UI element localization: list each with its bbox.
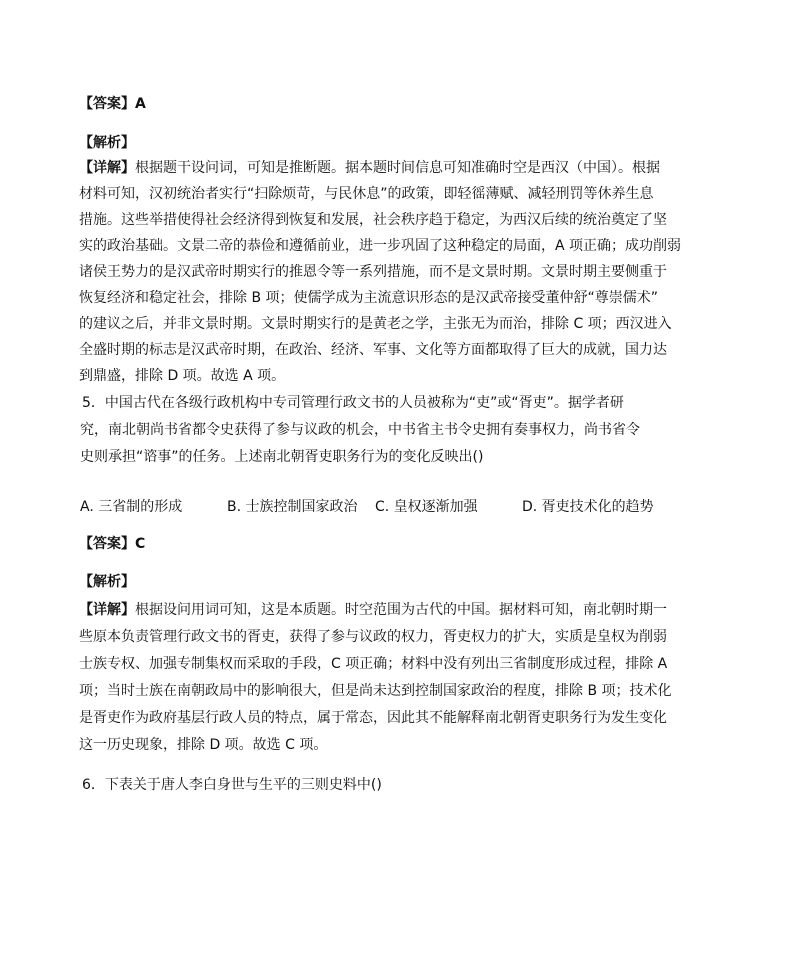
q4-detail-line-4: 实的政治基础。文景二帝的恭俭和遵循前业，进一步巩固了这种稳定的局面，A 项正确；成功削弱 — [79, 238, 682, 254]
q4-detail-line-6: 恢复经济和稳定社会，排除 B 项；使儒学成为主流意识形态的是汉武帝接受董仲舒“尊崇儒术” — [79, 290, 659, 306]
q4-detail-line-3: 措施。这些举措使得社会经济得到恢复和发展，社会秩序趋于稳定，为西汉后续的统治奠定了坚 — [79, 212, 667, 228]
q4-detail-line-1 — [79, 158, 660, 178]
q5-analysis-heading: 【解析】 — [79, 574, 135, 590]
answer-tag: 【答案】 — [79, 536, 135, 552]
q5-detail-line-2: 些原本负责管理行政文书的胥吏，获得了参与议政的权力，胥吏权力的扩大，实质是皇权为削弱 — [79, 629, 667, 645]
q5-stem-line-3: 史则承担“谘事”的任务。上述南北朝胥吏职务行为的变化反映出() — [80, 449, 484, 465]
q5-detail-line-3: 士族专权、加强专制集权而采取的手段，C 项正确；材料中没有列出三省制度形成过程，排除 A — [79, 656, 668, 672]
q6-stem: 6．下表关于唐人李白身世与生平的三则史料中() — [82, 777, 382, 793]
q5-answer — [79, 534, 145, 554]
q5-option-c: C. 皇权逐渐加强 — [375, 499, 478, 515]
detail-text: 根据设问用词可知，这是本质题。时空范围为古代的中国。据材料可知，南北朝时期一 — [135, 602, 667, 618]
q4-analysis-heading: 【解析】 — [79, 135, 135, 151]
q4-detail-line-9: 到鼎盛，排除 D 项。故选 A 项。 — [79, 368, 286, 384]
detail-tag: 【详解】 — [79, 160, 135, 176]
detail-tag: 【详解】 — [79, 602, 135, 618]
answer-tag: 【答案】 — [79, 96, 135, 112]
q5-detail-line-6: 这一历史现象，排除 D 项。故选 C 项。 — [79, 737, 328, 753]
q5-detail-line-5: 是胥吏作为政府基层行政人员的特点，属于常态，因此其不能解释南北朝胥吏职务行为发生变化 — [79, 710, 667, 726]
q5-option-d: D. 胥吏技术化的趋势 — [522, 499, 654, 515]
q5-detail-line-1 — [79, 600, 667, 620]
q5-stem-line-2: 究，南北朝尚书省都令史获得了参与议政的机会，中书省主书令史拥有奏事权力，尚书省令 — [80, 422, 640, 438]
answer-value: A — [135, 96, 146, 112]
q4-detail-line-7: 的建议之后，并非文景时期。文景时期实行的是黄老之学，主张无为而治，排除 C 项；西汉进入 — [79, 316, 672, 332]
q5-option-a: A. 三省制的形成 — [80, 499, 183, 515]
q5-detail-line-4: 项；当时士族在南朝政局中的影响很大，但是尚未达到控制国家政治的程度，排除 B 项；技术化 — [79, 683, 672, 699]
answer-value: C — [135, 536, 146, 552]
q4-detail-line-8: 全盛时期的标志是汉武帝时期，在政治、经济、军事、文化等方面都取得了巨大的成就，国力达 — [79, 342, 667, 358]
q5-option-b: B. 士族控制国家政治 — [227, 499, 358, 515]
q4-answer — [79, 94, 146, 114]
detail-text: 根据题干设问词，可知是推断题。据本题时间信息可知准确时空是西汉（中国）。根据 — [135, 160, 660, 176]
q4-detail-line-2: 材料可知，汉初统治者实行“扫除烦苛，与民休息”的政策，即轻徭薄赋、减轻刑罚等休养生息 — [79, 186, 654, 202]
q5-stem-line-1: 5．中国古代在各级行政机构中专司管理行政文书的人员被称为“吏”或“胥吏”。据学者研 — [82, 395, 624, 411]
q4-detail-line-5: 诸侯王势力的是汉武帝时期实行的推恩令等一系列措施，而不是文景时期。文景时期主要侧重于 — [79, 264, 667, 280]
